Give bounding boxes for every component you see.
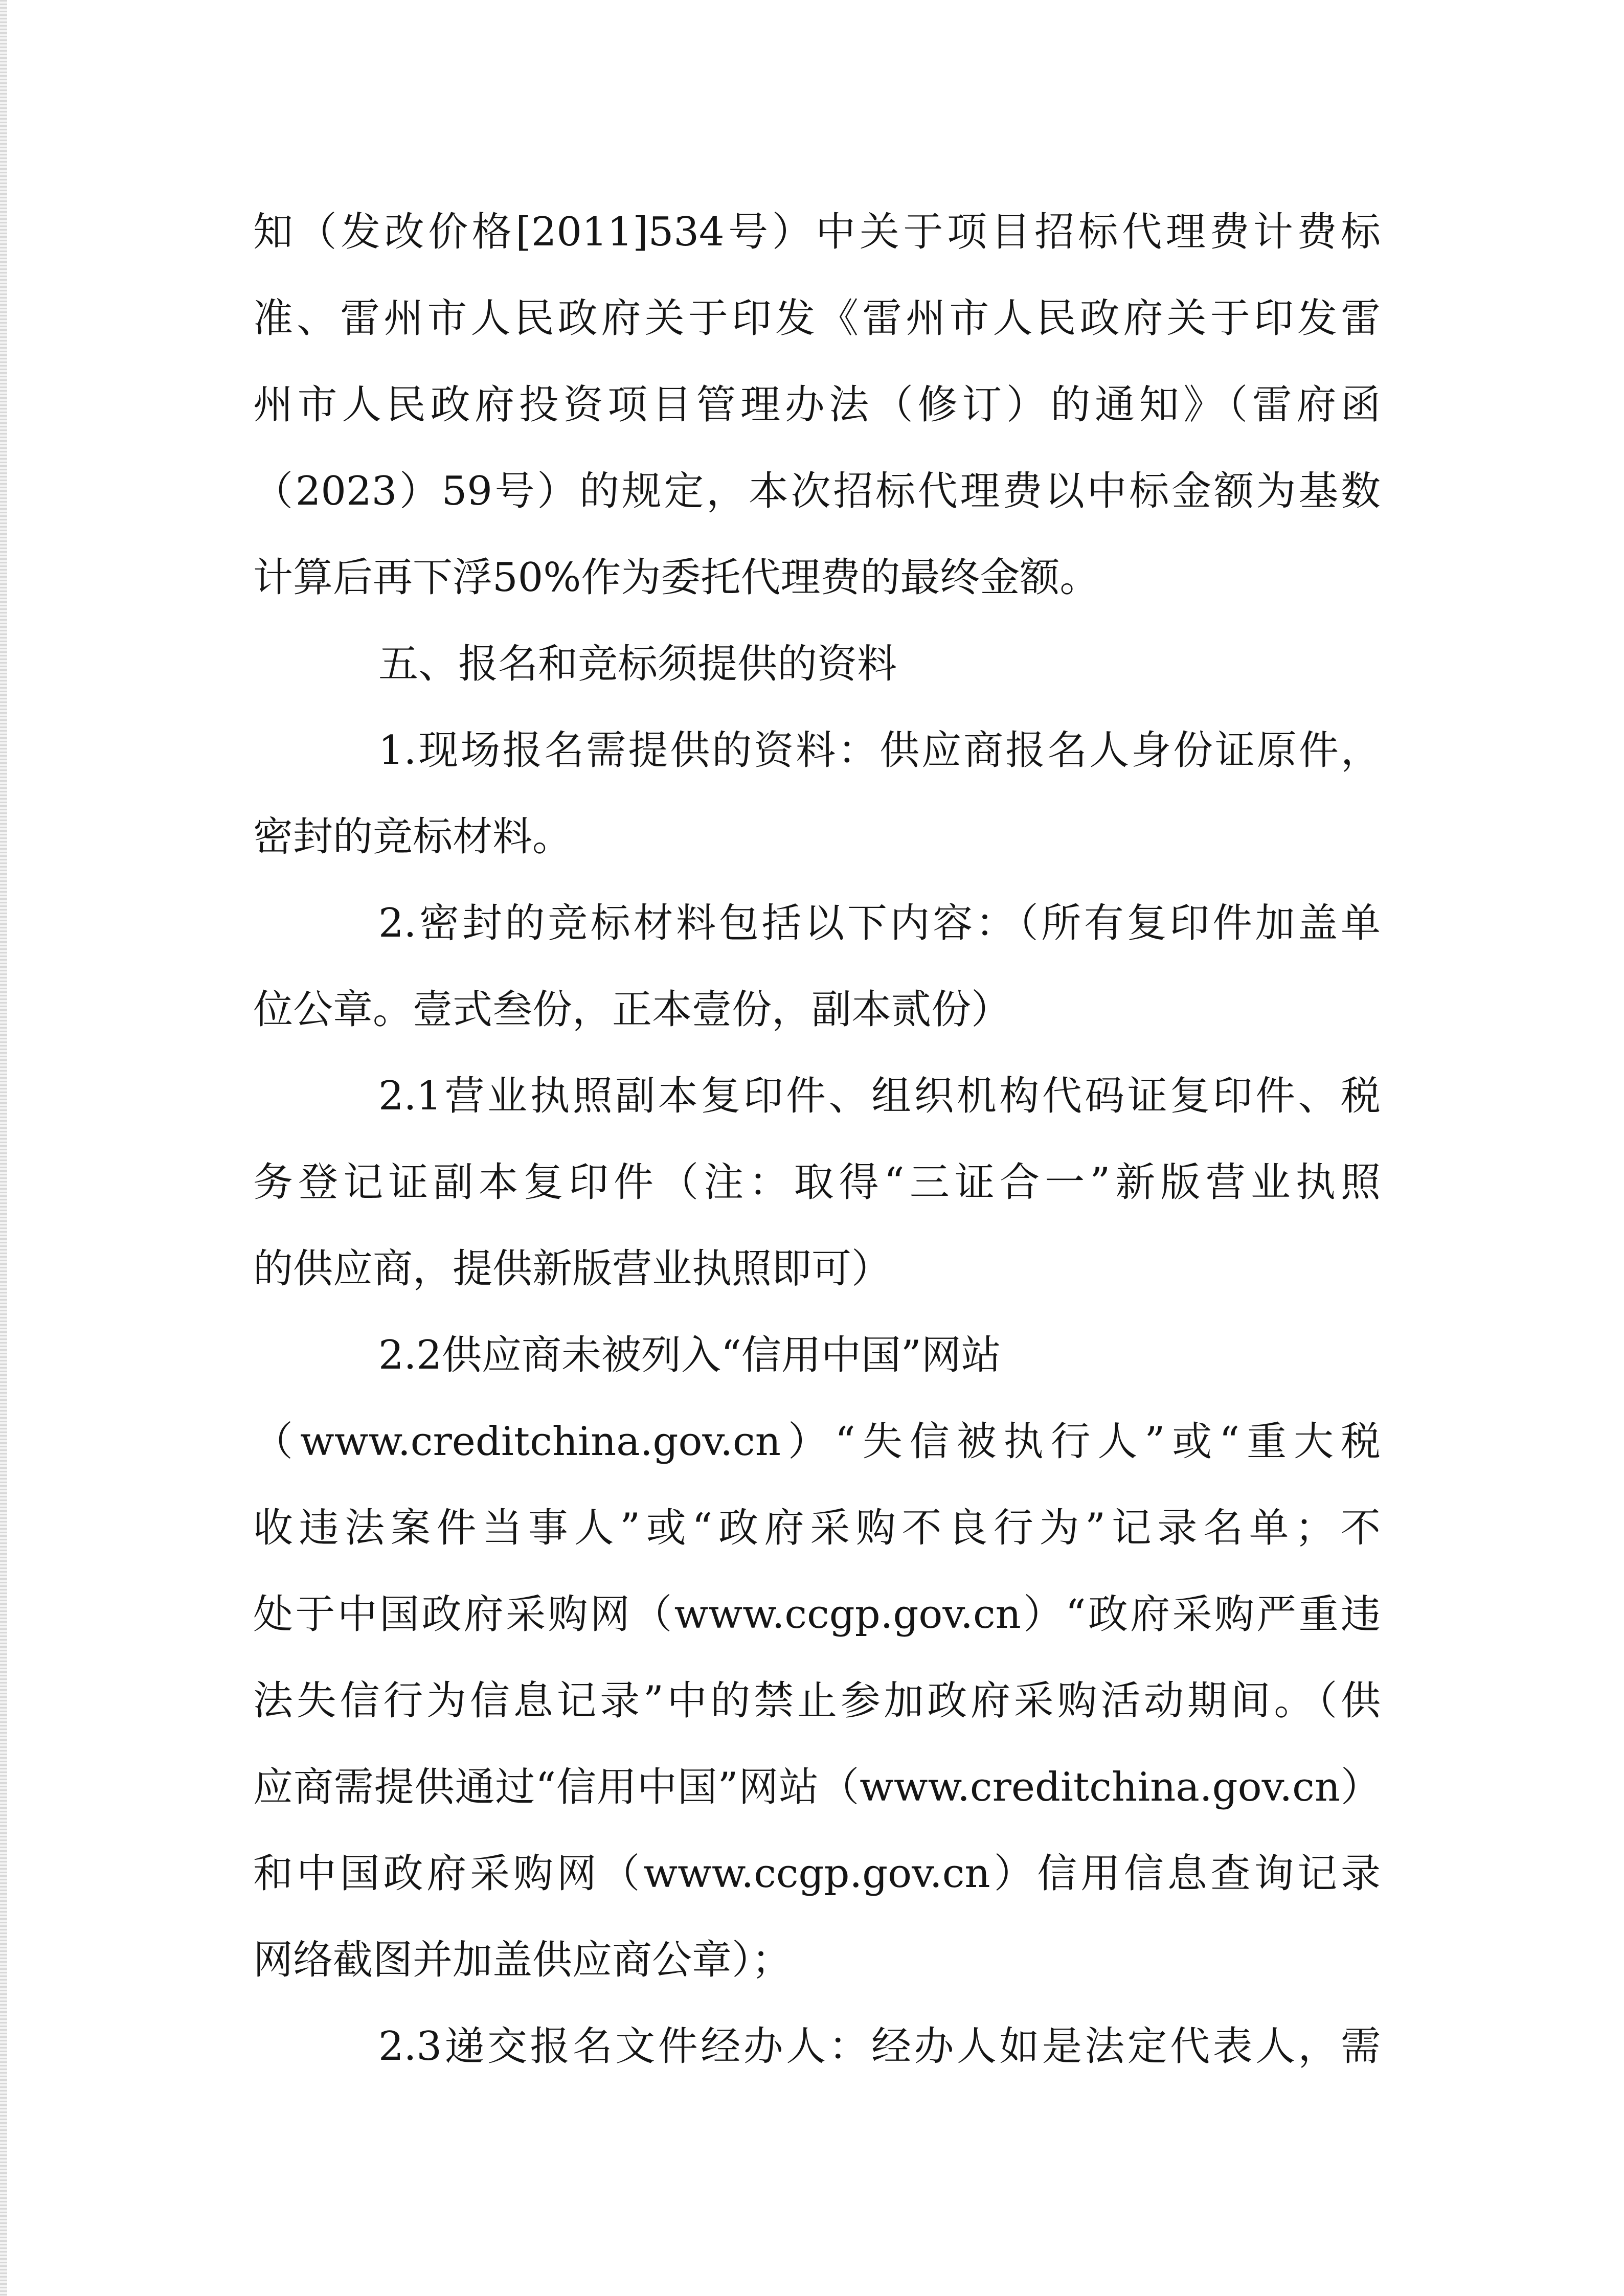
body-line: 2.2供应商未被列入“信用中国”网站 <box>378 1332 1001 1378</box>
body-line: 网络截图并加盖供应商公章）； <box>253 1937 792 1983</box>
document-body <box>253 189 1381 2090</box>
body-line: 位公章。壹式叁份，正本壹份，副本贰份） <box>253 987 1011 1033</box>
section-heading: 五、报名和竞标须提供的资料 <box>378 641 897 687</box>
body-line: 收违法案件当事人”或“政府采购不良行为”记录名单；不 <box>253 1505 1381 1551</box>
body-line: 处于中国政府采购网（www.ccgp.gov.cn）“政府采购严重违 <box>253 1592 1381 1638</box>
scan-edge <box>0 0 7 2296</box>
body-line: 2.3递交报名文件经办人：经办人如是法定代表人，需 <box>378 2024 1381 2070</box>
body-line: 计算后再下浮50%作为委托代理费的最终金额。 <box>253 555 1100 601</box>
body-line: 知（发改价格[2011]534号）中关于项目招标代理费计费标 <box>253 209 1381 255</box>
body-line: 准、雷州市人民政府关于印发《雷州市人民政府关于印发雷 <box>253 295 1381 342</box>
body-line: 法失信行为信息记录”中的禁止参加政府采购活动期间。（供 <box>253 1678 1381 1724</box>
body-line: 2.密封的竞标材料包括以下内容：（所有复印件加盖单 <box>378 900 1381 946</box>
body-line: 和中国政府采购网（www.ccgp.gov.cn）信用信息查询记录 <box>253 1851 1381 1897</box>
body-line: 密封的竞标材料。 <box>253 814 573 860</box>
body-line: 务登记证副本复印件（注：取得“三证合一”新版营业执照 <box>253 1160 1381 1206</box>
body-line: 1.现场报名需提供的资料：供应商报名人身份证原件， <box>378 728 1381 774</box>
body-line: 的供应商，提供新版营业执照即可） <box>253 1246 892 1292</box>
body-line: 应商需提供通过“信用中国”网站（www.creditchina.gov.cn） <box>253 1764 1381 1810</box>
body-line: （www.creditchina.gov.cn）“失信被执行人”或“重大税 <box>253 1419 1381 1465</box>
body-line: （2023）59号）的规定，本次招标代理费以中标金额为基数 <box>253 468 1381 514</box>
body-line: 州市人民政府投资项目管理办法（修订）的通知》（雷府函 <box>253 382 1381 428</box>
body-line: 2.1营业执照副本复印件、组织机构代码证复印件、税 <box>378 1073 1381 1119</box>
